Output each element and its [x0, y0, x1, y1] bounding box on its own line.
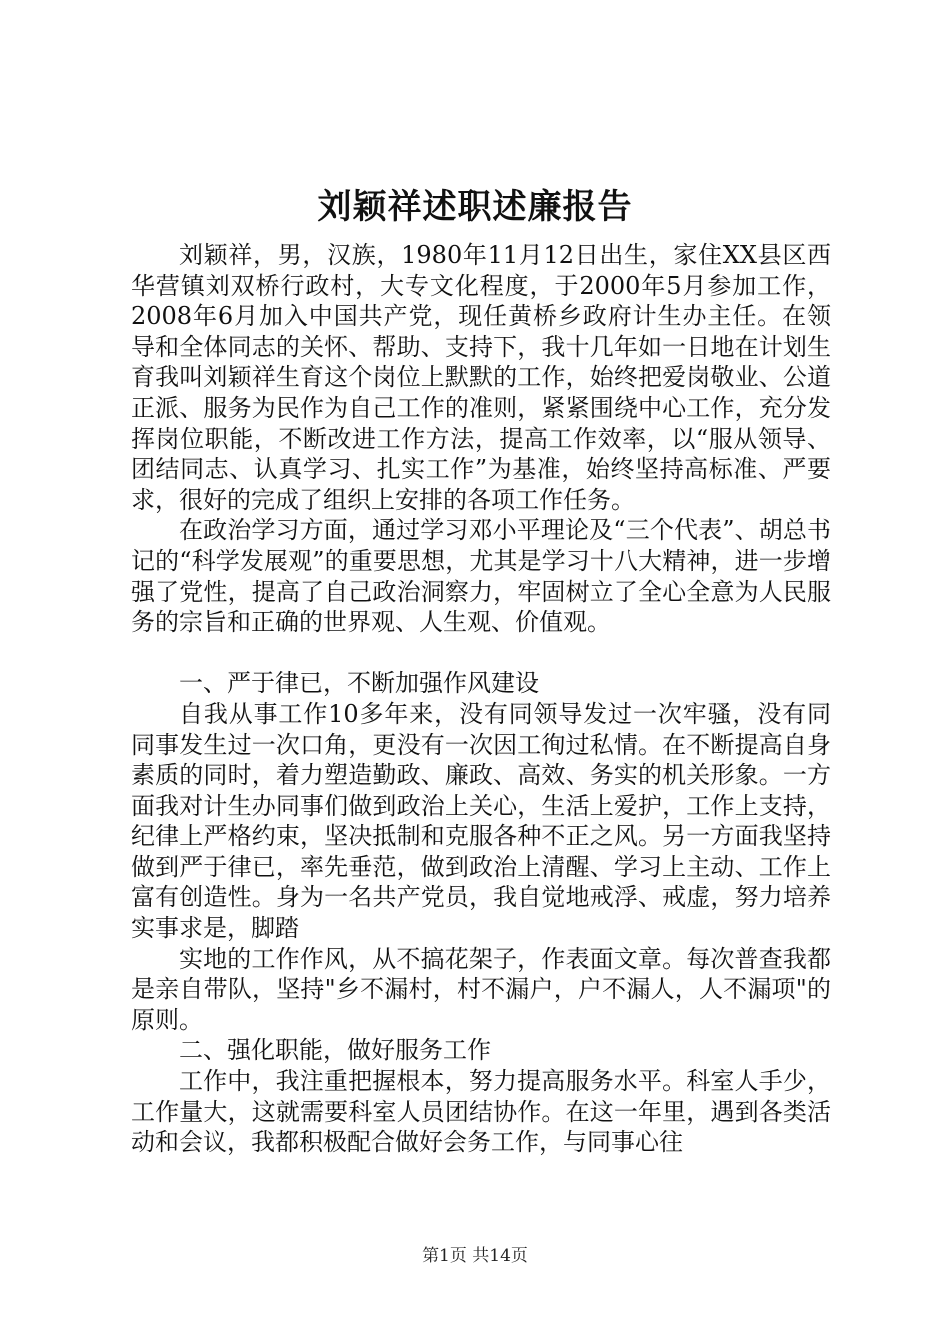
document-body [131, 240, 831, 1158]
section-heading-1: 一、严于律已，不断加强作风建设 [179, 669, 539, 698]
section1-paragraph-2: 实地的工作作风，从不搞花架子，作表面文章。每次普查我都是亲自带队，坚持"乡不漏村，村不漏户，户不漏人，人不漏项"的原则。 [131, 944, 831, 1034]
paragraph-intro: 刘颖祥，男，汉族，1980年11月12日出生，家住XX县区西华营镇刘双桥行政村，大专文化程度，于2000年5月参加工作，2008年6月加入中国共产党，现任黄桥乡政府计生办主任。在领导和全体同志的关怀、帮助、支持下，我十几年如一日地在计划生育我叫刘颖祥生育这个岗位上默默的工作，始终把爱岗敬业、公道正派、服务为民作为自己工作的准则，紧紧围绕中心工作，充分发挥岗位职能，不断改进工作方法，提高工作效率，以“服从领导、团结同志、认真学习、扎实工作”为基准，始终坚持高标准、严要求，很好的完成了组织上安排的各项工作任务。 [131, 241, 831, 514]
section2-paragraph-1: 工作中，我注重把握根本，努力提高服务水平。科室人手少，工作量大，这就需要科室人员团结协作。在这一年里，遇到各类活动和会议，我都积极配合做好会务工作，与同事心往 [131, 1067, 831, 1157]
document-title: 刘颖祥述职述廉报告 [317, 187, 633, 227]
section1-paragraph-1: 自我从事工作10多年来，没有同领导发过一次牢骚，没有同同事发生过一次口角，更没有一次因工徇过私情。在不断提高自身素质的同时，着力塑造勤政、廉政、高效、务实的机关形象。一方面我对计生办同事们做到政治上关心，生活上爱护，工作上支持，纪律上严格约束，坚决抵制和克服各种不正之风。另一方面我坚持做到严于律已，率先垂范，做到政治上清醒、学习上主动、工作上富有创造性。身为一名共产党员，我自觉地戒浮、戒虚，努力培养实事求是，脚踏 [131, 699, 831, 943]
paragraph-political-study: 在政治学习方面，通过学习邓小平理论及“三个代表”、胡总书记的“科学发展观”的重要思想，尤其是学习十八大精神，进一步增强了党性，提高了自己政治洞察力，牢固树立了全心全意为人民服务的宗旨和正确的世界观、人生观、价值观。 [131, 516, 831, 637]
blank-line [131, 638, 831, 669]
section-heading-2: 二、强化职能，做好服务工作 [179, 1036, 491, 1065]
page-footer: 第1页 共14页 [422, 1246, 528, 1266]
